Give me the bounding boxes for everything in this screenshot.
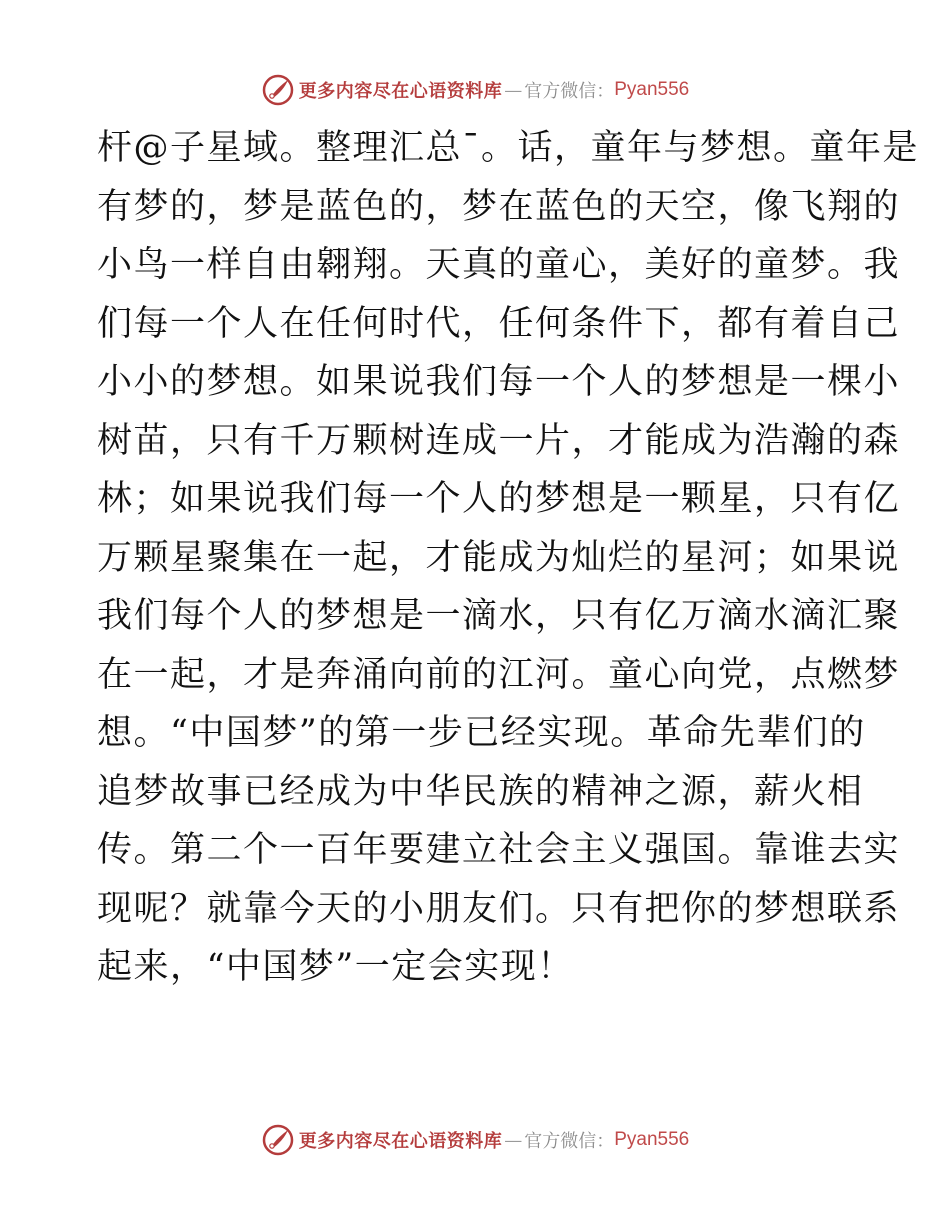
footer-label: 官方微信： [524,1131,615,1152]
quill-pen-logo-icon [261,1123,295,1157]
body-line: 杆@子星域。整理汇总¯。话，童年与梦想。童年是 [97,128,920,168]
body-line: 万颗星聚集在一起，才能成为灿烂的星河；如果说 [97,537,901,578]
body-line: 想。“中国梦”的第一步已经实现。革命先辈们的 [97,713,866,753]
footer-banner [0,1120,950,1160]
body-line: 在一起，才是奔涌向前的江河。童心向党，点燃梦 [97,654,901,695]
body-line: 起来，“中国梦”一定会实现！ [97,947,574,987]
header-title: 更多内容尽在心语资料库 [298,81,503,102]
header-banner [0,70,950,110]
footer-title: 更多内容尽在心语资料库 [298,1131,503,1152]
body-line: 小小的梦想。如果说我们每一个人的梦想是一棵小 [97,362,901,402]
body-line: 追梦故事已经成为中华民族的精神之源，薪火相 [97,771,864,812]
header-label: 官方微信： [524,81,615,102]
body-line: 林；如果说我们每一个人的梦想是一颗星，只有亿 [97,479,901,519]
body-line: 现呢？就靠今天的小朋友们。只有把你的梦想联系 [97,888,901,929]
header-wechat-id: Pyan556 [614,79,690,100]
quill-pen-logo-icon [261,73,295,107]
body-line: 传。第二个一百年要建立社会主义强国。靠谁去实 [97,830,901,870]
body-line: 我们每个人的梦想是一滴水，只有亿万滴水滴汇聚 [97,596,901,636]
body-line: 有梦的，梦是蓝色的，梦在蓝色的天空，像飞翔的 [97,186,901,227]
body-line: 小鸟一样自由翱翔。天真的童心，美好的童梦。我 [97,245,901,285]
header-separator: — [504,79,523,101]
body-line: 树苗，只有千万颗树连成一片，才能成为浩瀚的森 [97,420,901,461]
footer-wechat-id: Pyan556 [614,1129,690,1150]
footer-separator: — [504,1129,523,1151]
document-body [97,119,920,997]
body-line: 们每一个人在任何时代，任何条件下，都有着自己 [97,303,901,344]
